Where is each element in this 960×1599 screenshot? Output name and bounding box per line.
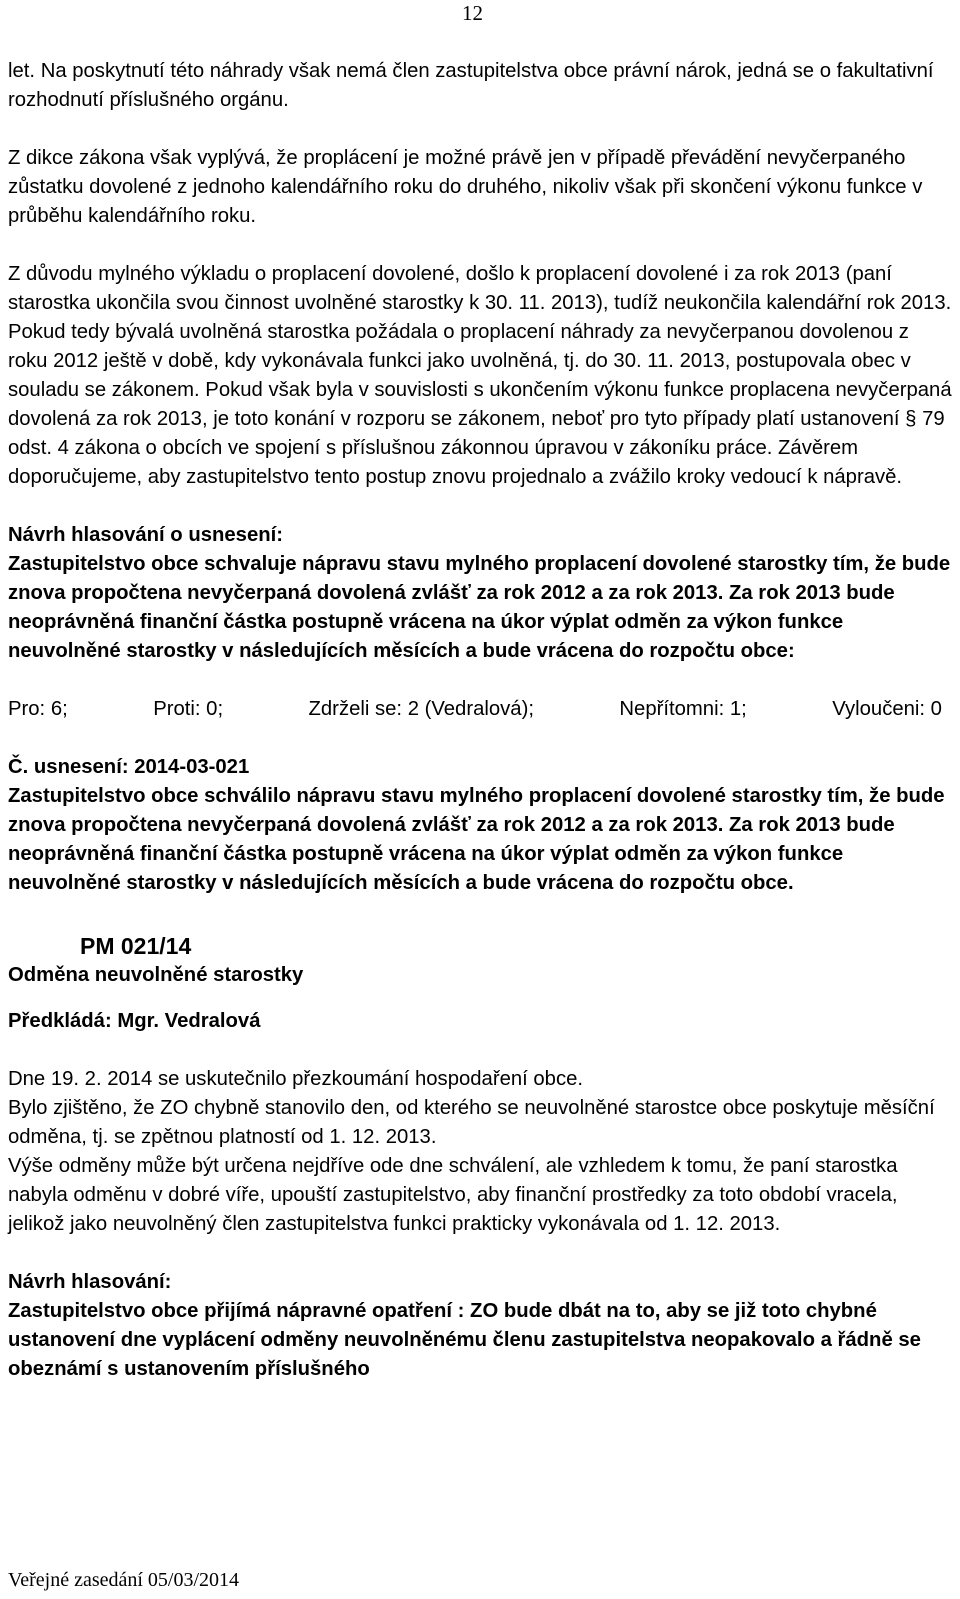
- pm-number: PM 021/14: [80, 933, 192, 959]
- resolution-text: Zastupitelstvo obce schválilo nápravu stavu mylného proplacení dovolené starostky tím, že bude znova propočtena nevyčerpaná dovolená zvlášť za rok 2012 a za rok 2013. Za rok 2013 bude neoprávněná finanční částka postupně vrácena na úkor výplat odměn za výkon funkce neuvolněné starostky v následujících měsících a bude vrácena do rozpočtu obce.: [8, 785, 945, 894]
- proposal2-heading: Návrh hlasování:: [8, 1271, 172, 1293]
- proposal-heading: Návrh hlasování o usnesení:: [8, 524, 284, 546]
- proposal-text: Zastupitelstvo obce schvaluje nápravu stavu mylného proplacení dovolené starostky tím, že bude znova propočtena nevyčerpaná dovolená zvlášť za rok 2012 a za rok 2013. Za rok 2013 bude neoprávněná finanční částka postupně vrácena na úkor výplat odměn za výkon funkce neuvolněné starostky v následujících měsících a bude vrácena do rozpočtu obce:: [8, 553, 951, 662]
- proposal2-text: Zastupitelstvo obce přijímá nápravné opatření : ZO bude dbát na to, aby se již toto chybné ustanovení dne vyplácení odměny neuvolněnému členu zastupitelstva neopakovalo a řádně se obeznámí s ustanovením příslušného: [8, 1300, 921, 1380]
- vote-pro: Pro: 6;: [8, 698, 68, 720]
- pm-body-line-1: Dne 19. 2. 2014 se uskutečnilo přezkoumání hospodaření obce.: [8, 1068, 584, 1090]
- resolution-number: Č. usnesení: 2014-03-021: [8, 756, 250, 778]
- pm-title: Odměna neuvolněné starostky: [8, 964, 304, 986]
- pm-body-paragraph-3: Výše odměny může být určena nejdříve ode dne schválení, ale vzhledem k tomu, že paní starostka nabyla odměnu v dobré víře, upouští zastupitelstvo, aby finanční prostředky za toto období vracela, jelikož jako neuvolněný člen zastupitelstva funkci prakticky vykonávala od 1. 12. 2013.: [8, 1155, 898, 1235]
- paragraph-3: Z důvodu mylného výkladu o proplacení dovolené, došlo k proplacení dovolené i za rok 2013 (paní starostka ukončila svou činnost uvolněné starostky k 30. 11. 2013), tudíž neukončila kalendářní rok 2013. Pokud tedy bývalá uvolněná starostka požádala o proplacení náhrady za nevyčerpanou dovolenou z roku 2012 ještě v době, kdy vykonávala funkci jako uvolněná, tj. do 30. 11. 2013, postupovala obec v souladu se zákonem. Pokud však byla v souvislosti s ukončením výkonu funkce proplacena nevyčerpaná dovolená za rok 2013, je toto konání v rozporu se zákonem, neboť pro tyto případy platí ustanovení § 79 odst. 4 zákona o obcích ve spojení s příslušnou zákonnou úpravou v zákoníku práce. Závěrem doporučujeme, aby zastupitelstvo tento postup znovu projednalo a zvážilo kroky vedoucí k nápravě.: [8, 263, 952, 488]
- vote-nepritomni: Nepřítomni: 1;: [619, 698, 747, 720]
- vote-zdrzeli: Zdrželi se: 2 (Vedralová);: [308, 698, 534, 720]
- vote-result: [8, 695, 942, 724]
- page-number: 12: [462, 1, 483, 25]
- pm-presenter: Předkládá: Mgr. Vedralová: [8, 1010, 261, 1032]
- vote-proti: Proti: 0;: [153, 698, 224, 720]
- paragraph-2: Z dikce zákona však vyplývá, že proplácení je možné právě jen v případě převádění nevyčerpaného zůstatku dovolené z jednoho kalendářního roku do druhého, nikoliv však při skončení výkonu funkce v průběhu kalendářního roku.: [8, 147, 923, 227]
- vote-vylouceni: Vyloučeni: 0: [832, 698, 942, 720]
- paragraph-1: let. Na poskytnutí této náhrady však nemá člen zastupitelstva obce právní nárok, jedná se o fakultativní rozhodnutí příslušného orgánu.: [8, 60, 934, 111]
- pm-body-paragraph-2: Bylo zjištěno, že ZO chybně stanovilo den, od kterého se neuvolněné starostce obce poskytuje měsíční odměna, tj. se zpětnou platností od 1. 12. 2013.: [8, 1097, 935, 1148]
- page-footer: Veřejné zasedání 05/03/2014: [8, 1569, 240, 1591]
- document-body: [8, 57, 953, 1384]
